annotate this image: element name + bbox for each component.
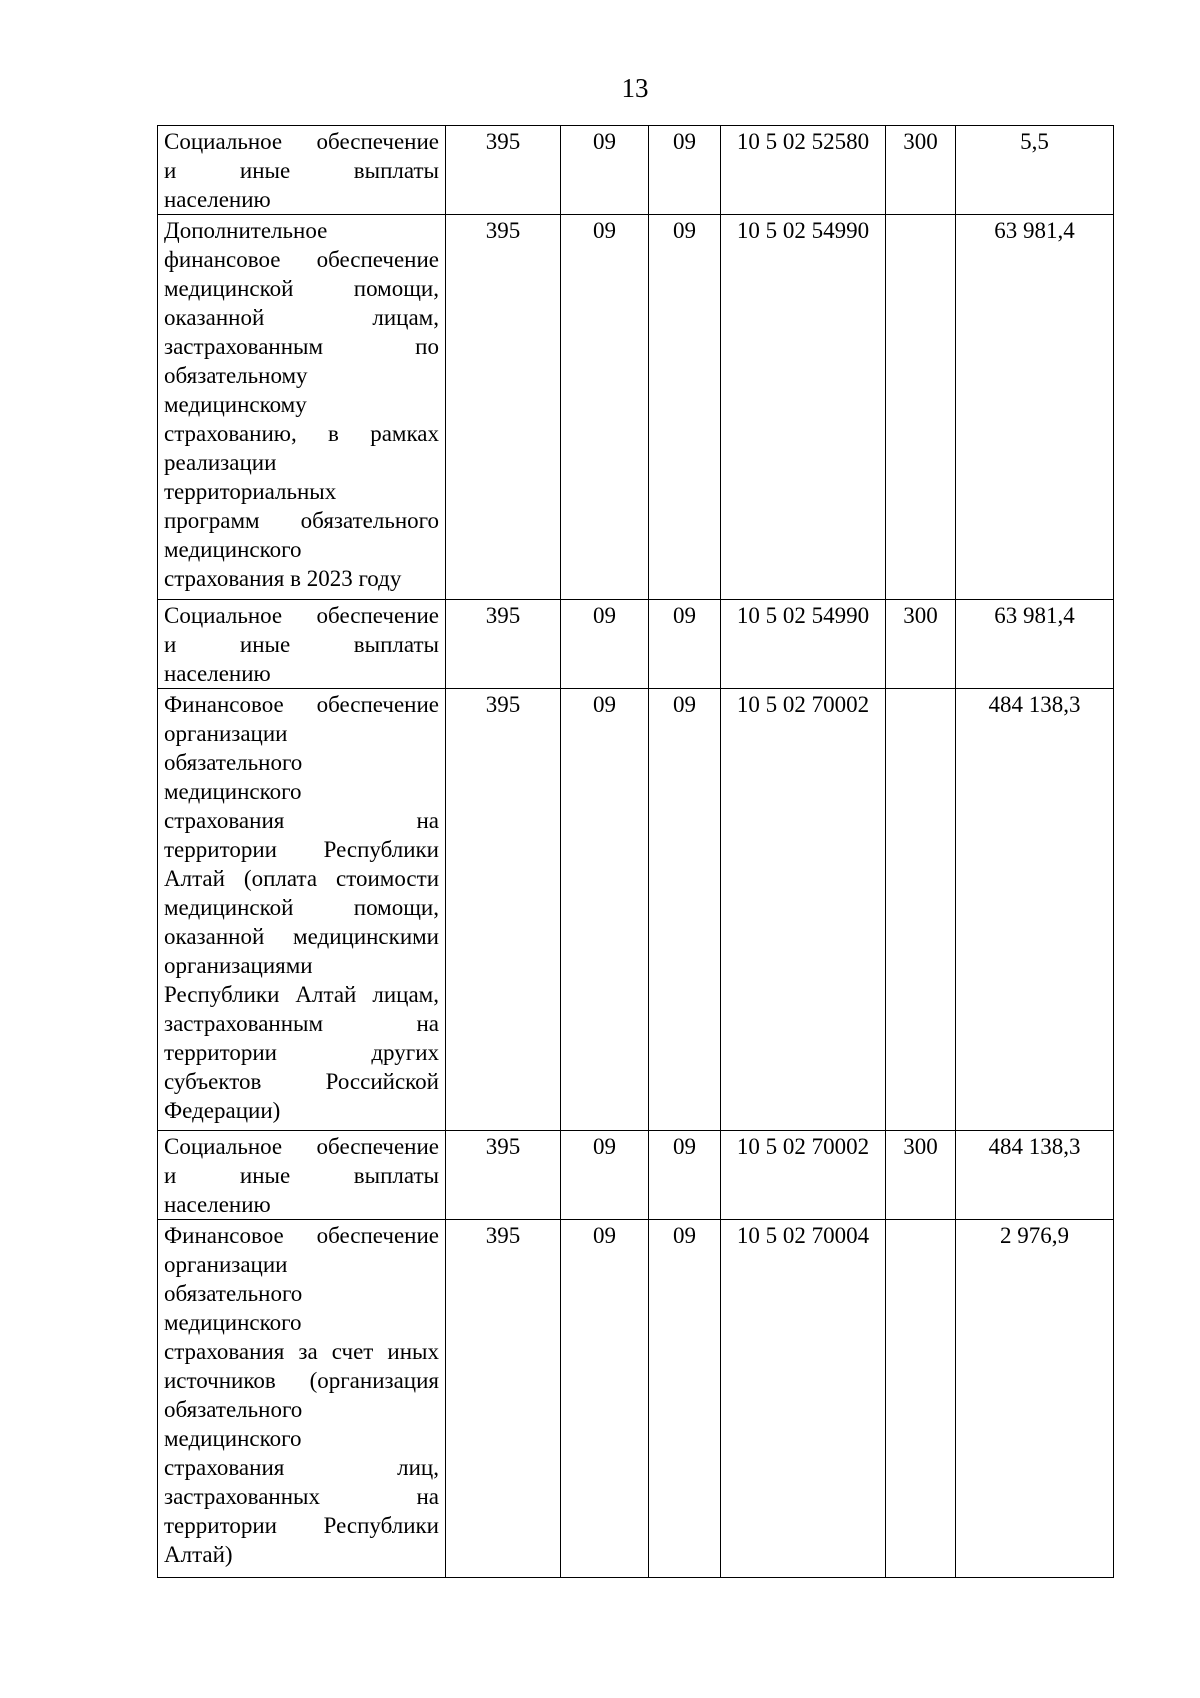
cell-name-line: территориальных xyxy=(164,479,337,504)
cell-grbs: 395 xyxy=(446,1220,561,1578)
cell-target-article: 10 5 02 54990 xyxy=(721,600,886,689)
cell-name-line: оказанной лицам, xyxy=(164,305,439,330)
cell-name-line: населению xyxy=(164,1192,271,1217)
cell-name-line: медицинского xyxy=(164,1426,302,1451)
cell-section: 09 xyxy=(561,1131,649,1220)
table-row xyxy=(158,1131,1114,1220)
cell-name-line: страхования на xyxy=(164,808,439,833)
table-row xyxy=(158,126,1114,215)
cell-name xyxy=(158,215,446,600)
page-number: 13 xyxy=(621,73,649,103)
cell-name-line: реализации xyxy=(164,450,277,475)
cell-grbs: 395 xyxy=(446,689,561,1131)
cell-grbs: 395 xyxy=(446,1131,561,1220)
cell-name-line: обязательному xyxy=(164,363,308,388)
cell-name-line: населению xyxy=(164,187,271,212)
cell-subsection: 09 xyxy=(649,689,721,1131)
cell-name xyxy=(158,126,446,215)
cell-name-line: территории других xyxy=(164,1040,439,1065)
cell-name-line: субъектов Российской xyxy=(164,1069,439,1094)
cell-name xyxy=(158,1220,446,1578)
cell-amount: 484 138,3 xyxy=(956,689,1114,1131)
cell-expense-type: 300 xyxy=(886,126,956,215)
cell-name-line: медицинскому xyxy=(164,392,307,417)
cell-amount: 63 981,4 xyxy=(956,600,1114,689)
cell-name-line: и иные выплаты xyxy=(164,1163,439,1188)
cell-section: 09 xyxy=(561,126,649,215)
cell-expense-type xyxy=(886,215,956,600)
cell-name xyxy=(158,689,446,1131)
cell-name-line: Социальное обеспечение xyxy=(164,129,439,154)
table-row xyxy=(158,1220,1114,1578)
cell-name-line: оказанной медицинскими xyxy=(164,924,439,949)
cell-expense-type xyxy=(886,1220,956,1578)
cell-amount: 63 981,4 xyxy=(956,215,1114,600)
cell-target-article: 10 5 02 54990 xyxy=(721,215,886,600)
cell-name-line: организации xyxy=(164,1252,288,1277)
cell-name-line: организации xyxy=(164,721,288,746)
cell-amount: 2 976,9 xyxy=(956,1220,1114,1578)
budget-table xyxy=(157,125,1114,1578)
budget-table-body xyxy=(158,126,1114,1578)
cell-amount: 484 138,3 xyxy=(956,1131,1114,1220)
cell-name xyxy=(158,600,446,689)
cell-grbs: 395 xyxy=(446,126,561,215)
cell-name-line: обязательного xyxy=(164,750,303,775)
table-row xyxy=(158,689,1114,1131)
cell-subsection: 09 xyxy=(649,215,721,600)
cell-subsection: 09 xyxy=(649,1220,721,1578)
cell-name-line: застрахованным по xyxy=(164,334,439,359)
cell-name-line: территории Республики xyxy=(164,837,439,862)
cell-target-article: 10 5 02 70002 xyxy=(721,1131,886,1220)
cell-name-line: Алтай) xyxy=(164,1542,233,1567)
cell-name-line: застрахованным на xyxy=(164,1011,439,1036)
cell-name-line: застрахованных на xyxy=(164,1484,439,1509)
cell-amount: 5,5 xyxy=(956,126,1114,215)
cell-grbs: 395 xyxy=(446,215,561,600)
cell-name-line: программ обязательного xyxy=(164,508,439,533)
table-row xyxy=(158,215,1114,600)
cell-name-line: территории Республики xyxy=(164,1513,439,1538)
cell-name-line: медицинского xyxy=(164,537,302,562)
cell-name-line: организациями xyxy=(164,953,313,978)
cell-expense-type xyxy=(886,689,956,1131)
cell-name-line: и иные выплаты xyxy=(164,158,439,183)
cell-name-line: Алтай (оплата стоимости xyxy=(164,866,439,891)
cell-name-line: медицинской помощи, xyxy=(164,276,439,301)
cell-name xyxy=(158,1131,446,1220)
cell-section: 09 xyxy=(561,1220,649,1578)
cell-name-line: и иные выплаты xyxy=(164,632,439,657)
cell-name-line: населению xyxy=(164,661,271,686)
cell-name-line: Дополнительное xyxy=(164,218,328,243)
cell-name-line: Федерации) xyxy=(164,1098,281,1123)
cell-name-line: страхованию, в рамках xyxy=(164,421,439,446)
cell-name-line: финансовое обеспечение xyxy=(164,247,439,272)
cell-name-line: медицинского xyxy=(164,1310,302,1335)
cell-subsection: 09 xyxy=(649,126,721,215)
cell-grbs: 395 xyxy=(446,600,561,689)
cell-name-line: медицинского xyxy=(164,779,302,804)
cell-name-line: медицинской помощи, xyxy=(164,895,439,920)
cell-target-article: 10 5 02 70004 xyxy=(721,1220,886,1578)
cell-name-line: Финансовое обеспечение xyxy=(164,692,439,717)
cell-name-line: Социальное обеспечение xyxy=(164,1134,439,1159)
table-row xyxy=(158,600,1114,689)
cell-name-line: обязательного xyxy=(164,1397,303,1422)
cell-target-article: 10 5 02 52580 xyxy=(721,126,886,215)
cell-subsection: 09 xyxy=(649,1131,721,1220)
cell-name-line: Финансовое обеспечение xyxy=(164,1223,439,1248)
cell-section: 09 xyxy=(561,689,649,1131)
cell-expense-type: 300 xyxy=(886,1131,956,1220)
cell-name-line: источников (организация xyxy=(164,1368,439,1393)
cell-name-line: страхования лиц, xyxy=(164,1455,439,1480)
cell-expense-type: 300 xyxy=(886,600,956,689)
cell-name-line: обязательного xyxy=(164,1281,303,1306)
cell-name-line: Республики Алтай лицам, xyxy=(164,982,439,1007)
cell-section: 09 xyxy=(561,600,649,689)
cell-name-line: страхования за счет иных xyxy=(164,1339,439,1364)
cell-subsection: 09 xyxy=(649,600,721,689)
cell-target-article: 10 5 02 70002 xyxy=(721,689,886,1131)
cell-name-line: страхования в 2023 году xyxy=(164,566,402,591)
cell-name-line: Социальное обеспечение xyxy=(164,603,439,628)
cell-section: 09 xyxy=(561,215,649,600)
